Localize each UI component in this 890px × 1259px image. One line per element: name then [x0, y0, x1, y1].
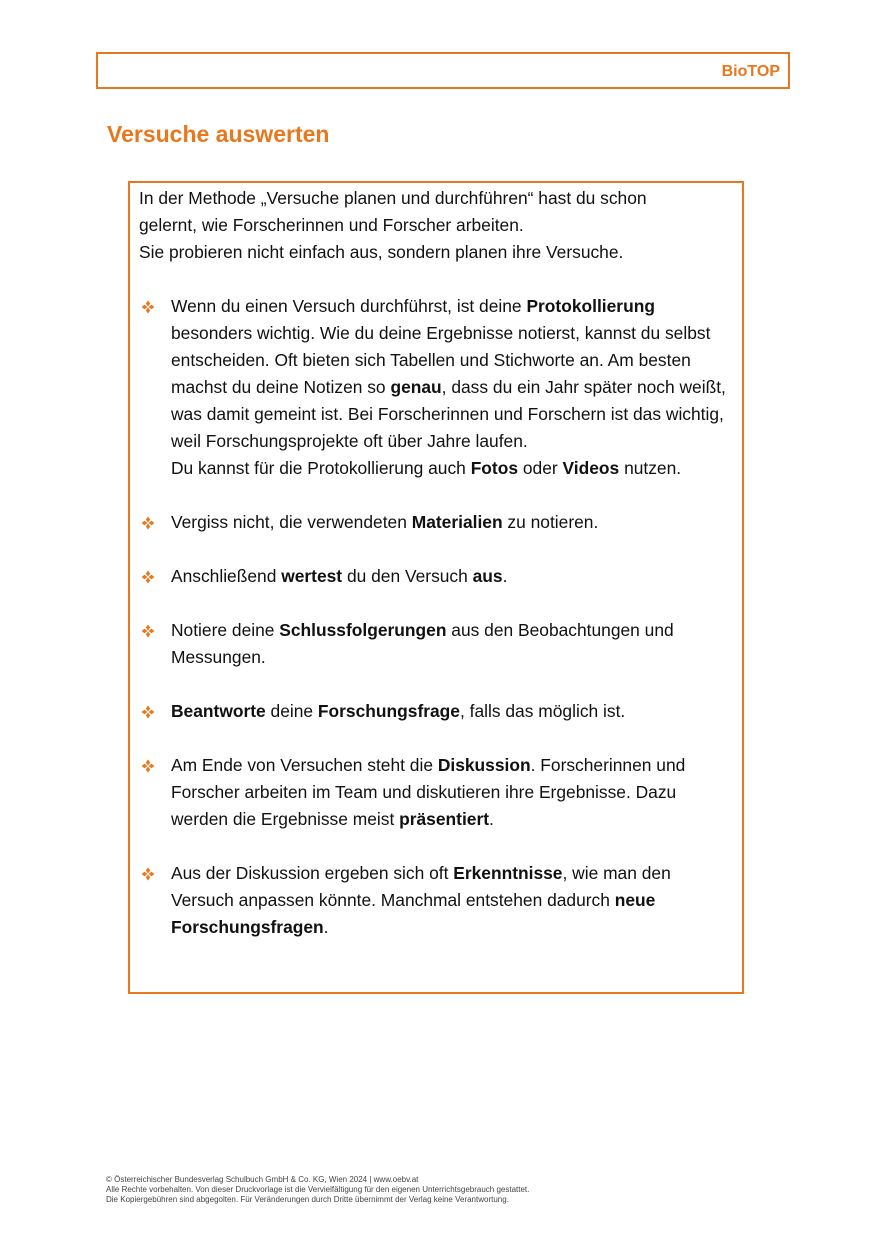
content-box	[128, 181, 744, 994]
text-run: .	[502, 566, 508, 586]
intro-line: Sie probieren nicht einfach aus, sondern planen ihre Versuche.	[139, 242, 624, 262]
copyright-footer	[106, 1175, 529, 1205]
bold-text: Forschungsfrage	[317, 701, 460, 721]
text-run: Aus der Diskussion ergeben sich oft	[171, 863, 454, 883]
footer-line: Alle Rechte vorbehalten. Von dieser Druckvorlage ist die Vervielfältigung für den eigenen Unterrichtsgebrauch gestattet.	[106, 1185, 530, 1194]
text-run: deine	[265, 701, 318, 721]
bullet-item	[139, 293, 734, 482]
four-diamond-bullet-icon	[139, 698, 157, 725]
bullet-paragraph	[171, 455, 734, 482]
bold-text: Videos	[562, 458, 620, 478]
four-diamond-bullet-icon	[139, 293, 157, 320]
bold-text: Diskussion	[437, 755, 531, 775]
bullet-item	[139, 860, 734, 941]
text-run: .	[323, 917, 329, 937]
bold-text: präsentiert	[399, 809, 490, 829]
bullet-text	[171, 752, 734, 833]
four-diamond-bullet-icon	[139, 563, 157, 590]
bold-text: neue Forschungsfragen	[171, 890, 656, 937]
bold-text: Erkenntnisse	[453, 863, 563, 883]
text-run: aus den Beobachtungen und Messungen.	[171, 620, 674, 667]
bold-text: aus	[472, 566, 503, 586]
bold-text: Fotos	[470, 458, 519, 478]
bullet-paragraph	[171, 617, 734, 671]
bullet-list	[139, 293, 734, 941]
text-run: .	[489, 809, 494, 829]
bold-text: wertest	[281, 566, 343, 586]
bold-text: Protokollierung	[526, 296, 655, 316]
text-run: , dass du ein Jahr später noch weißt, was damit gemeint ist. Bei Forscherinnen und Forschern ist das wichtig, weil Forschungsprojekte oft über Jahre laufen.	[171, 377, 726, 451]
text-run: du den Versuch	[342, 566, 473, 586]
four-diamond-bullet-icon	[139, 860, 157, 887]
bullet-item	[139, 617, 734, 671]
bullet-text	[171, 698, 734, 725]
brand-label: BioTOP	[721, 63, 780, 80]
bullet-text	[171, 563, 734, 590]
intro-line: gelernt, wie Forscherinnen und Forscher arbeiten.	[139, 215, 524, 235]
text-run: Wenn du einen Versuch durchführst, ist deine	[171, 296, 527, 316]
four-diamond-bullet-icon	[139, 617, 157, 644]
footer-line: © Österreichischer Bundesverlag Schulbuch GmbH & Co. KG, Wien 2024 | www.oebv.at	[106, 1175, 419, 1184]
text-run: Am Ende von Versuchen steht die	[171, 755, 438, 775]
four-diamond-bullet-icon	[139, 752, 157, 779]
text-run: Anschließend	[171, 566, 282, 586]
bullet-paragraph	[171, 509, 734, 536]
bullet-item	[139, 563, 734, 590]
bullet-paragraph	[171, 698, 734, 725]
text-run: , falls das möglich ist.	[459, 701, 626, 721]
four-diamond-bullet-icon	[139, 509, 157, 536]
text-run: besonders wichtig. Wie du deine Ergebnisse notierst, kannst du selbst entscheiden. Oft bieten sich Tabellen und Stichworte an. Am besten machst du deine Notizen so	[171, 323, 711, 397]
intro-paragraph	[139, 185, 734, 266]
bullet-paragraph	[171, 563, 734, 590]
bullet-paragraph	[171, 860, 734, 941]
page-title: Versuche auswerten	[107, 121, 330, 147]
header-box	[96, 52, 790, 89]
text-run: Du kannst für die Protokollierung auch	[171, 458, 471, 478]
bold-text: Materialien	[411, 512, 503, 532]
bullet-item	[139, 752, 734, 833]
bold-text: Schlussfolgerungen	[279, 620, 447, 640]
bullet-item	[139, 509, 734, 536]
text-run: Notiere deine	[171, 620, 280, 640]
text-run: oder	[518, 458, 563, 478]
intro-line: In der Methode „Versuche planen und durchführen“ hast du schon	[139, 188, 647, 208]
bold-text: Beantworte	[171, 701, 266, 721]
bold-text: genau	[390, 377, 442, 397]
bullet-paragraph	[171, 752, 734, 833]
bullet-text	[171, 509, 734, 536]
bullet-item	[139, 698, 734, 725]
text-run: nutzen.	[619, 458, 682, 478]
bullet-paragraph	[171, 293, 734, 455]
bullet-text	[171, 293, 734, 482]
text-run: zu notieren.	[502, 512, 599, 532]
text-run: Vergiss nicht, die verwendeten	[171, 512, 412, 532]
bullet-text	[171, 617, 734, 671]
footer-line: Die Kopiergebühren sind abgegolten. Für Veränderungen durch Dritte übernimmt der Verlag keine Verantwortung.	[106, 1195, 509, 1204]
text-run: . Forscherinnen und Forscher arbeiten im Team und diskutieren ihre Ergebnisse. Dazu werden die Ergebnisse meist	[171, 755, 686, 829]
text-run: , wie man den Versuch anpassen könnte. Manchmal entstehen dadurch	[171, 863, 671, 910]
bullet-text	[171, 860, 734, 941]
